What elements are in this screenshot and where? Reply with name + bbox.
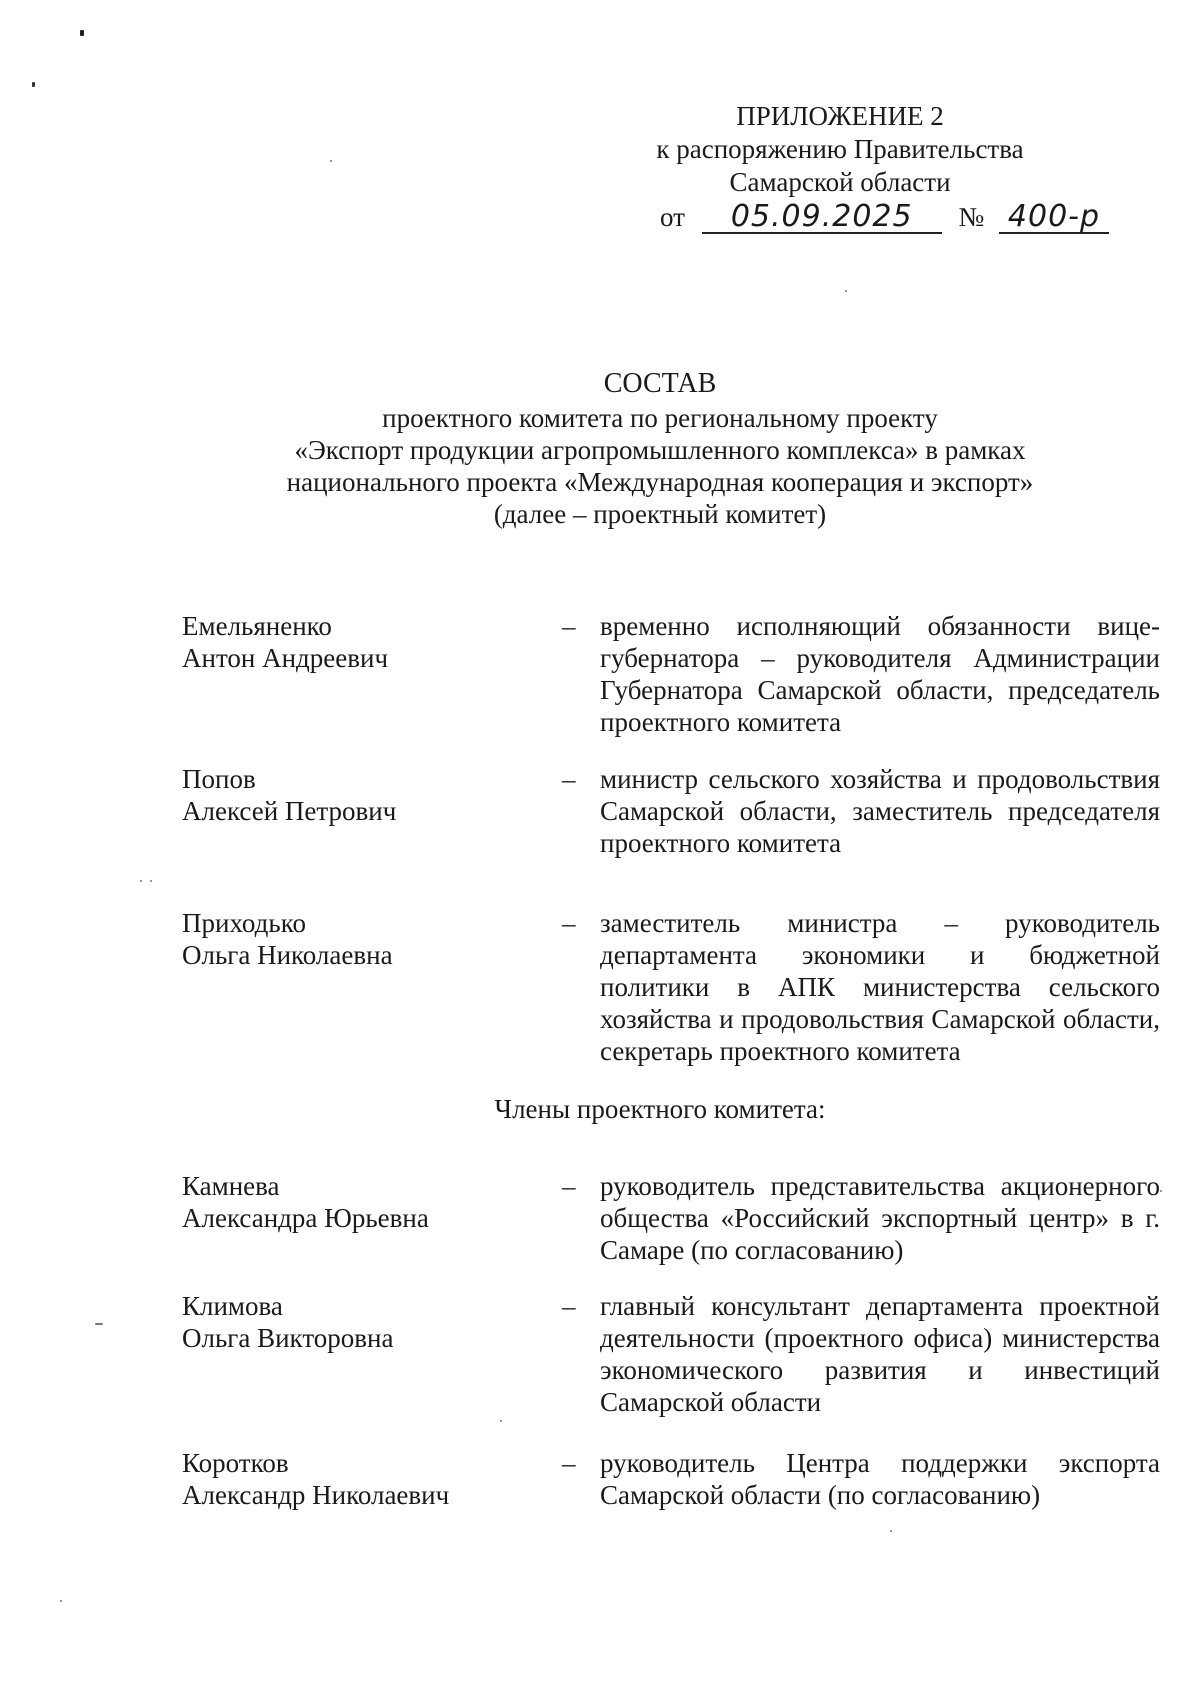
member-role: министр сельского хозяйства и продовольствия Самарской области, заместитель председателя проектного комитета [600,764,1160,858]
member-role: временно исполняющий обязанности вице-губернатора – руководителя Администрации Губернатора Самарской области, председатель проектного комитета [600,611,1160,737]
appendix-title: ПРИЛОЖЕНИЕ 2 [736,101,944,131]
dash-separator: – [562,1171,576,1201]
scan-speck [80,30,84,36]
member-given-names: Александра Юрьевна [182,1203,429,1233]
member-surname: Камнева [182,1171,280,1201]
member-role: заместитель министра – руководитель департамента экономики и бюджетной политики в АПК министерства сельского хозяйства и продовольствия Самарской области, секретарь проектного комитета [600,908,1160,1066]
date-prefix: от [660,202,685,232]
member-role: руководитель представительства акционерного общества «Российский экспортный центр» в г. Самаре (по согласованию) [600,1171,1160,1265]
dash-separator: – [562,764,576,794]
order-number: 400-р [999,202,1109,234]
member-given-names: Александр Николаевич [182,1480,450,1510]
dash-separator: – [562,1291,576,1321]
member-name [182,1447,542,1511]
member-name [182,1290,542,1354]
scan-speck [500,1420,502,1422]
scan-speck [140,880,142,882]
title-line: национального проекта «Международная кооперация и экспорт» [286,467,1034,497]
member-given-names: Антон Андреевич [182,643,389,673]
dash-separator: – [562,1448,576,1478]
member-given-names: Ольга Николаевна [182,940,393,970]
order-date-number [660,200,1109,234]
member-name [182,763,542,827]
title-line: (далее – проектный комитет) [493,499,827,529]
member-role: главный консультант департамента проектной деятельности (проектного офиса) министерства экономического развития и инвестиций Самарской области [600,1291,1160,1417]
dash-separator: – [562,908,576,938]
appendix-header [600,100,1080,199]
member-surname: Коротков [182,1448,289,1478]
member-name [182,907,542,971]
member-role: руководитель Центра поддержки экспорта Самарской области (по согласованию) [600,1448,1160,1510]
member-given-names: Алексей Петрович [182,796,397,826]
member-name [182,610,542,674]
member-surname: Климова [182,1291,283,1321]
members-heading: Члены проектного комитета: [494,1094,826,1124]
member-surname: Попов [182,764,256,794]
appendix-region: Самарской области [729,167,951,197]
scan-speck [60,1600,62,1602]
scan-speck [32,82,35,87]
appendix-reference: к распоряжению Правительства [656,134,1024,164]
member-given-names: Ольга Викторовна [182,1323,394,1353]
member-surname: Приходько [182,908,306,938]
scan-speck [95,1323,103,1325]
title-heading: СОСТАВ [603,368,717,399]
title-line: «Экспорт продукции агропромышленного комплекса» в рамках [294,435,1026,465]
dash-separator: – [562,611,576,641]
number-prefix: № [958,202,985,232]
order-date: 05.09.2025 [702,202,942,234]
title-line: проектного комитета по региональному проекту [382,403,938,433]
member-name [182,1170,542,1234]
scan-speck [845,290,847,292]
scan-speck [890,1530,892,1532]
document-title [200,368,1120,530]
scan-speck [1160,1190,1162,1192]
scan-speck [150,880,152,882]
scan-speck [330,160,332,162]
member-surname: Емельяненко [182,611,332,641]
